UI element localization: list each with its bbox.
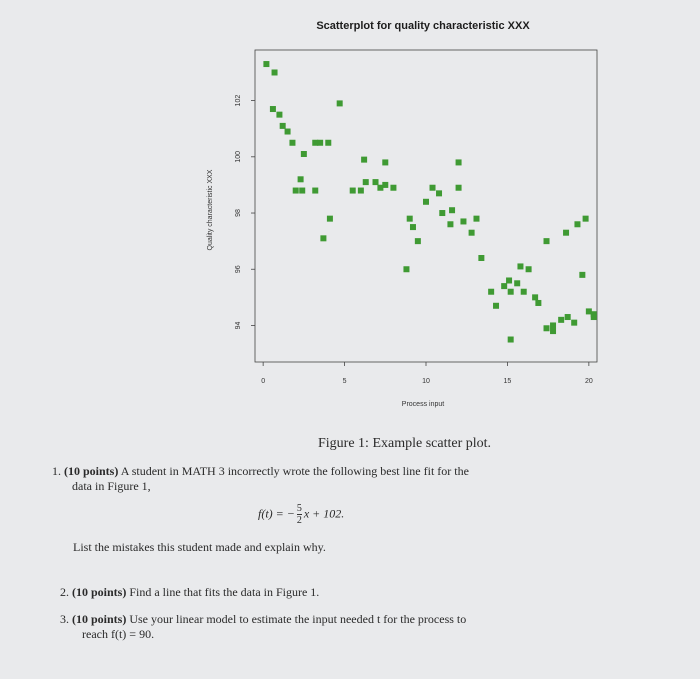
data-point-2 xyxy=(270,106,276,112)
data-point-49 xyxy=(526,266,532,272)
data-point-67 xyxy=(579,272,585,278)
y-tick-label-1: 96 xyxy=(235,265,242,274)
data-point-6 xyxy=(289,140,295,146)
data-point-54 xyxy=(508,337,514,343)
data-point-65 xyxy=(574,221,580,227)
data-point-57 xyxy=(558,317,564,323)
question-2-number: 2. xyxy=(60,585,69,599)
data-point-13 xyxy=(299,188,305,194)
x-tick-label-2: 10 xyxy=(422,378,430,385)
data-point-7 xyxy=(301,151,307,157)
x-tick-label-1: 5 xyxy=(342,378,347,385)
data-point-63 xyxy=(544,238,550,244)
question-1-instruction: List the mistakes this student made and explain why. xyxy=(73,540,326,554)
question-3 xyxy=(60,612,600,642)
data-point-23 xyxy=(361,157,367,163)
data-point-11 xyxy=(337,100,343,106)
formula-numerator: 5 xyxy=(296,503,302,514)
question-2-points: (10 points) xyxy=(72,585,127,599)
data-point-33 xyxy=(436,190,442,196)
data-point-1 xyxy=(272,69,278,75)
x-axis-label: Process input xyxy=(401,401,445,408)
data-point-40 xyxy=(456,159,462,165)
question-1-number: 1. xyxy=(52,464,61,478)
data-point-21 xyxy=(382,182,388,188)
data-point-45 xyxy=(501,283,507,289)
question-3-points: (10 points) xyxy=(72,612,127,626)
data-point-50 xyxy=(508,289,514,295)
data-point-14 xyxy=(293,188,299,194)
data-point-10 xyxy=(325,140,331,146)
data-point-31 xyxy=(423,199,429,205)
data-point-32 xyxy=(430,185,436,191)
data-point-68 xyxy=(591,311,597,317)
data-point-48 xyxy=(521,289,527,295)
question-3-text: Use your linear model to estimate the input needed t for the process to xyxy=(129,612,467,626)
data-point-46 xyxy=(506,277,512,283)
data-point-19 xyxy=(373,179,379,185)
data-point-55 xyxy=(544,325,550,331)
data-point-15 xyxy=(312,188,318,194)
formula-rhs: x + 102. xyxy=(303,506,345,521)
data-point-34 xyxy=(456,185,462,191)
data-point-0 xyxy=(263,61,269,67)
data-point-9 xyxy=(317,140,323,146)
formula-lhs: f(t) = − xyxy=(258,506,295,521)
question-3-number: 3. xyxy=(60,612,69,626)
question-2 xyxy=(60,585,319,600)
y-tick-label-4: 102 xyxy=(235,94,242,107)
question-1-text: A student in MATH 3 incorrectly wrote the following best line fit for the xyxy=(120,464,469,478)
data-point-62 xyxy=(550,328,556,334)
data-point-29 xyxy=(415,238,421,244)
data-point-51 xyxy=(517,263,523,269)
data-point-52 xyxy=(532,294,538,300)
question-1-text-2: data in Figure 1, xyxy=(72,479,151,493)
data-point-53 xyxy=(535,300,541,306)
question-1 xyxy=(52,464,572,494)
data-point-22 xyxy=(390,185,396,191)
data-point-30 xyxy=(403,266,409,272)
data-point-41 xyxy=(473,216,479,222)
data-point-26 xyxy=(320,235,326,241)
data-point-43 xyxy=(488,289,494,295)
data-point-39 xyxy=(439,210,445,216)
formula-denominator: 2 xyxy=(296,515,302,526)
data-point-3 xyxy=(276,112,282,118)
y-tick-label-0: 94 xyxy=(235,321,242,330)
data-point-12 xyxy=(298,176,304,182)
formula-fraction xyxy=(297,503,302,526)
y-tick-label-3: 100 xyxy=(235,150,242,163)
data-point-44 xyxy=(493,303,499,309)
data-point-27 xyxy=(407,216,413,222)
data-point-37 xyxy=(469,230,475,236)
x-tick-label-3: 15 xyxy=(503,378,512,385)
data-point-36 xyxy=(460,218,466,224)
data-point-28 xyxy=(410,224,416,230)
data-point-35 xyxy=(447,221,453,227)
data-point-5 xyxy=(285,129,291,135)
data-point-16 xyxy=(350,188,356,194)
data-point-59 xyxy=(571,320,577,326)
data-point-24 xyxy=(382,159,388,165)
data-point-4 xyxy=(280,123,286,129)
student-formula xyxy=(258,503,344,526)
data-point-47 xyxy=(514,280,520,286)
question-2-text: Find a line that fits the data in Figure 1. xyxy=(129,585,320,599)
x-tick-label-4: 20 xyxy=(584,378,593,385)
data-point-56 xyxy=(550,322,556,328)
data-point-58 xyxy=(565,314,571,320)
data-point-25 xyxy=(327,216,333,222)
question-3-text-2: reach f(t) = 90. xyxy=(82,627,155,641)
data-point-17 xyxy=(358,188,364,194)
data-point-64 xyxy=(563,230,569,236)
data-point-18 xyxy=(363,179,369,185)
chart-title: Scatterplot for quality characteristic XXX xyxy=(316,20,530,32)
y-tick-label-2: 98 xyxy=(235,209,242,217)
data-point-66 xyxy=(583,216,589,222)
data-point-42 xyxy=(478,255,484,261)
y-axis-label: Quality characteristic XXX xyxy=(207,169,214,251)
x-tick-label-0: 0 xyxy=(261,378,266,385)
figure-caption: Figure 1: Example scatter plot. xyxy=(318,436,492,451)
question-1-points: (10 points) xyxy=(64,464,119,478)
data-point-38 xyxy=(449,207,455,213)
